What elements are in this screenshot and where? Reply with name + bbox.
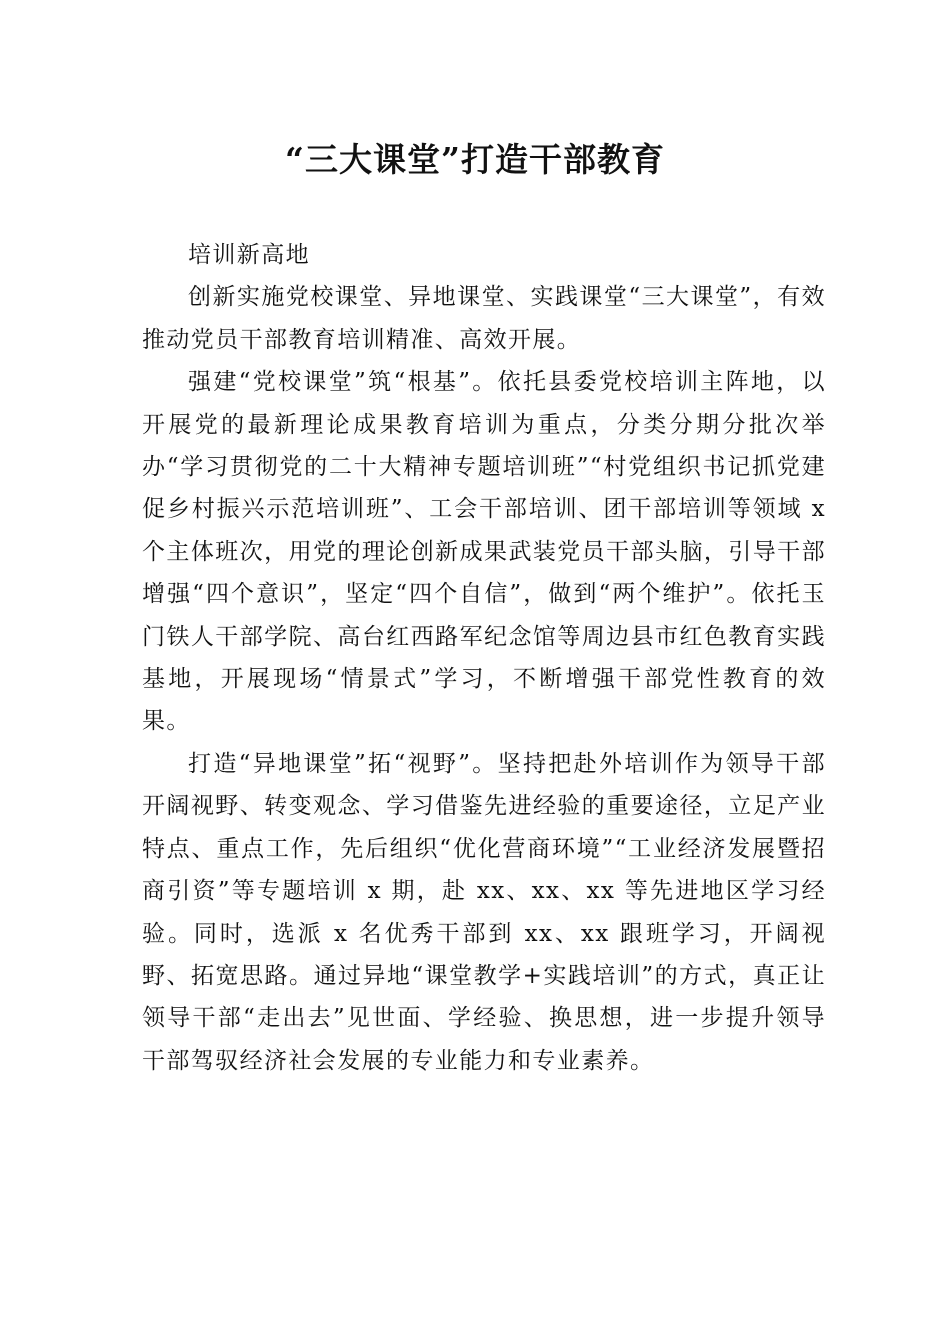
paragraph-subtitle: 培训新高地: [188, 242, 310, 268]
paragraph-intro: 创新实施党校课堂、异地课堂、实践课堂“三大课堂”，有效推动党员干部教育培训精准、高效开展。: [142, 284, 826, 353]
paragraph-offsite: 打造“异地课堂”拓“视野”。坚持把赴外培训作为领导干部开阔视野、转变观念、学习借鉴先进经验的重要途径，立足产业特点、重点工作，先后组织“优化营商环境”“工业经济发展暨招商引资”等专题培训 x 期，赴 xx、xx、xx 等先进地区学习经验。同时，选派 x 名优秀干部到 xx、xx 跟班学习，开阔视野、拓宽思路。通过异地“课堂教学+实践培训”的方式，真正让领导干部“走出去”见世面、学经验、换思想，进一步提升领导干部驾驭经济社会发展的专业能力和专业素养。: [142, 750, 826, 1074]
document-title: “三大课堂”打造干部教育: [285, 140, 665, 179]
paragraph-party-school: 强建“党校课堂”筑“根基”。依托县委党校培训主阵地，以开展党的最新理论成果教育培训为重点，分类分期分批次举办“学习贯彻党的二十大精神专题培训班”“村党组织书记抓党建促乡村振兴示范培训班”、工会干部培训、团干部培训等领域 x 个主体班次，用党的理论创新成果武装党员干部头脑，引导干部增强“四个意识”，坚定“四个自信”，做到“两个维护”。依托玉门铁人干部学院、高台红西路军纪念馆等周边县市红色教育实践基地，开展现场“情景式”学习，不断增强干部党性教育的效果。: [142, 369, 826, 735]
document-body: [142, 234, 826, 1082]
